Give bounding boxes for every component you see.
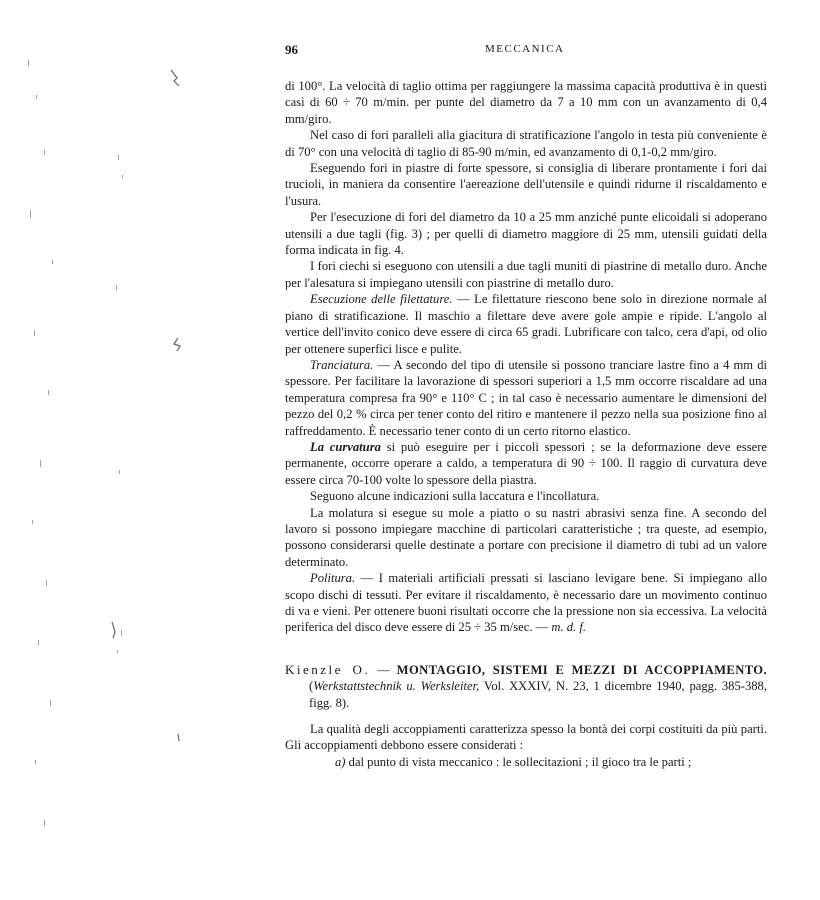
list-item-a — [285, 754, 767, 770]
list-item-text: dal punto di vista meccanico : le sollecitazioni ; il gioco tra le parti ; — [345, 754, 692, 769]
entry-author: Kienzle O. — [285, 661, 371, 677]
section-label: Esecuzione delle filettature. — [310, 292, 453, 307]
page-number: 96 — [285, 42, 298, 57]
entry-journal: Werkstattstechnik u. Werksleiter, — [313, 679, 480, 694]
author-initials: m. d. f. — [551, 620, 587, 635]
page-body — [285, 78, 767, 770]
entry-source-open: ( — [309, 679, 314, 694]
scan-gutter-specks — [0, 0, 200, 900]
paragraph-threading — [285, 291, 767, 357]
paragraph-text: — A secondo del tipo di utensile si possono tranciare lastre fino a 4 mm di spessore. Per facilitare la lavorazione di spessori superiori a 1,5 mm occorre riscaldare ad una temperatura compresa fra 90° e 110° C ; in tal caso è necessario aumentare le dimensioni del pezzo del 0,2 % circa per tener conto del ritiro e mantenere il pezzo nella sua posizione fino al raffreddamento. È necessario tener conto di un certo ritorno elastico. — [285, 357, 767, 438]
paragraph-polishing — [285, 570, 767, 636]
entry-separator: — — [370, 662, 397, 677]
entry-title: MONTAGGIO, SISTEMI E MEZZI DI ACCOPPIAMENTO. — [396, 662, 768, 677]
paragraph: Seguono alcune indicazioni sulla laccatura e l'incollatura. — [310, 489, 600, 504]
section-label: La curvatura — [310, 439, 381, 454]
section-label: Tranciatura. — [310, 357, 374, 372]
paragraph: Nel caso di fori paralleli alla giacitura di stratificazione l'angolo in testa più conveniente è di 70° con una velocità di taglio di 85-90 m/min, ed avanzamento di 0,1-0,2 mm/giro. — [285, 128, 767, 159]
paragraph: La qualità degli accoppiamenti caratterizza spesso la bontà dei corpi costituiti da più parti. Gli accoppiamenti debbono essere considerati : — [285, 722, 767, 753]
paragraph: Per l'esecuzione di fori del diametro da 10 a 25 mm anziché punte elicoidali si adoperano utensili a due tagli (fig. 3) ; per quelli di diametro maggiore di 25 mm, utensili guidati della forma indicata in fig. 4. — [285, 210, 767, 258]
list-item-marker: a) — [335, 754, 346, 769]
entry-source-details: Vol. XXXIV, N. 23, 1 dicembre 1940, pagg. 385-388, figg. 8). — [309, 679, 768, 710]
paragraph-text: si può eseguire per i piccoli spessori ; se la deformazione deve essere permanente, occorre operare a caldo, a temperatura di 90 ÷ 100. Il raggio di curvatura deve essere circa 70-100 volte lo spessore della piastra. — [285, 439, 767, 487]
page-header — [285, 42, 767, 60]
section-label: Politura. — [310, 571, 356, 586]
paragraph: La molatura si esegue su mole a piatto o su nastri abrasivi senza fine. A secondo del lavoro si possono impiegare macchine di particolari caratteristiche ; tra queste, ad esempio, possono considerarsi quelle destinate a portare con precisione il diametro di tubi ad un valore determinato. — [285, 505, 767, 569]
paragraph-bending — [285, 439, 767, 488]
paragraph-text: — I materiali artificiali pressati si lasciano levigare bene. Si impiegano allo scopo dischi di tessuti. Per evitare il riscaldamento, è necessario dare un movimento continuo di va e vieni. Per ottenere buoni risultati occorre che la pressione non sia eccessiva. La velocità periferica del disco deve essere di 25 ÷ 35 m/sec. — — [285, 571, 767, 635]
paragraph: Eseguendo fori in piastre di forte spessore, si consiglia di liberare prontamente i fori dai trucioli, in maniera da consentire l'aereazione dell'utensile e quindi ridurne il riscaldamento e l'usura. — [285, 161, 767, 208]
running-title: MECCANICA — [485, 43, 565, 55]
paragraph-shearing — [285, 357, 767, 439]
bibliographic-entry-heading — [285, 662, 767, 711]
paragraph: di 100°. La velocità di taglio ottima per raggiungere la massima capacità produttiva è in questi casi di 60 ÷ 70 m/min. per punte del diametro da 7 a 10 mm con un avanzamento di 0,4 mm/giro. — [285, 79, 767, 126]
paragraph-text: — Le filettature riescono bene solo in direzione normale al piano di stratificazione. Il maschio a filettare deve avere gole ampie e ripide. L'angolo al vertice dell'invito conico deve essere di circa 65 gradi. Lubrificare con talco, cera d'api, od olio per ottenere superfici lisce e pulite. — [285, 292, 767, 356]
paragraph: I fori ciechi si eseguono con utensili a due tagli muniti di piastrine di metallo duro. Anche per l'alesatura si impiegano utensili con piastrine di metallo duro. — [285, 259, 767, 290]
